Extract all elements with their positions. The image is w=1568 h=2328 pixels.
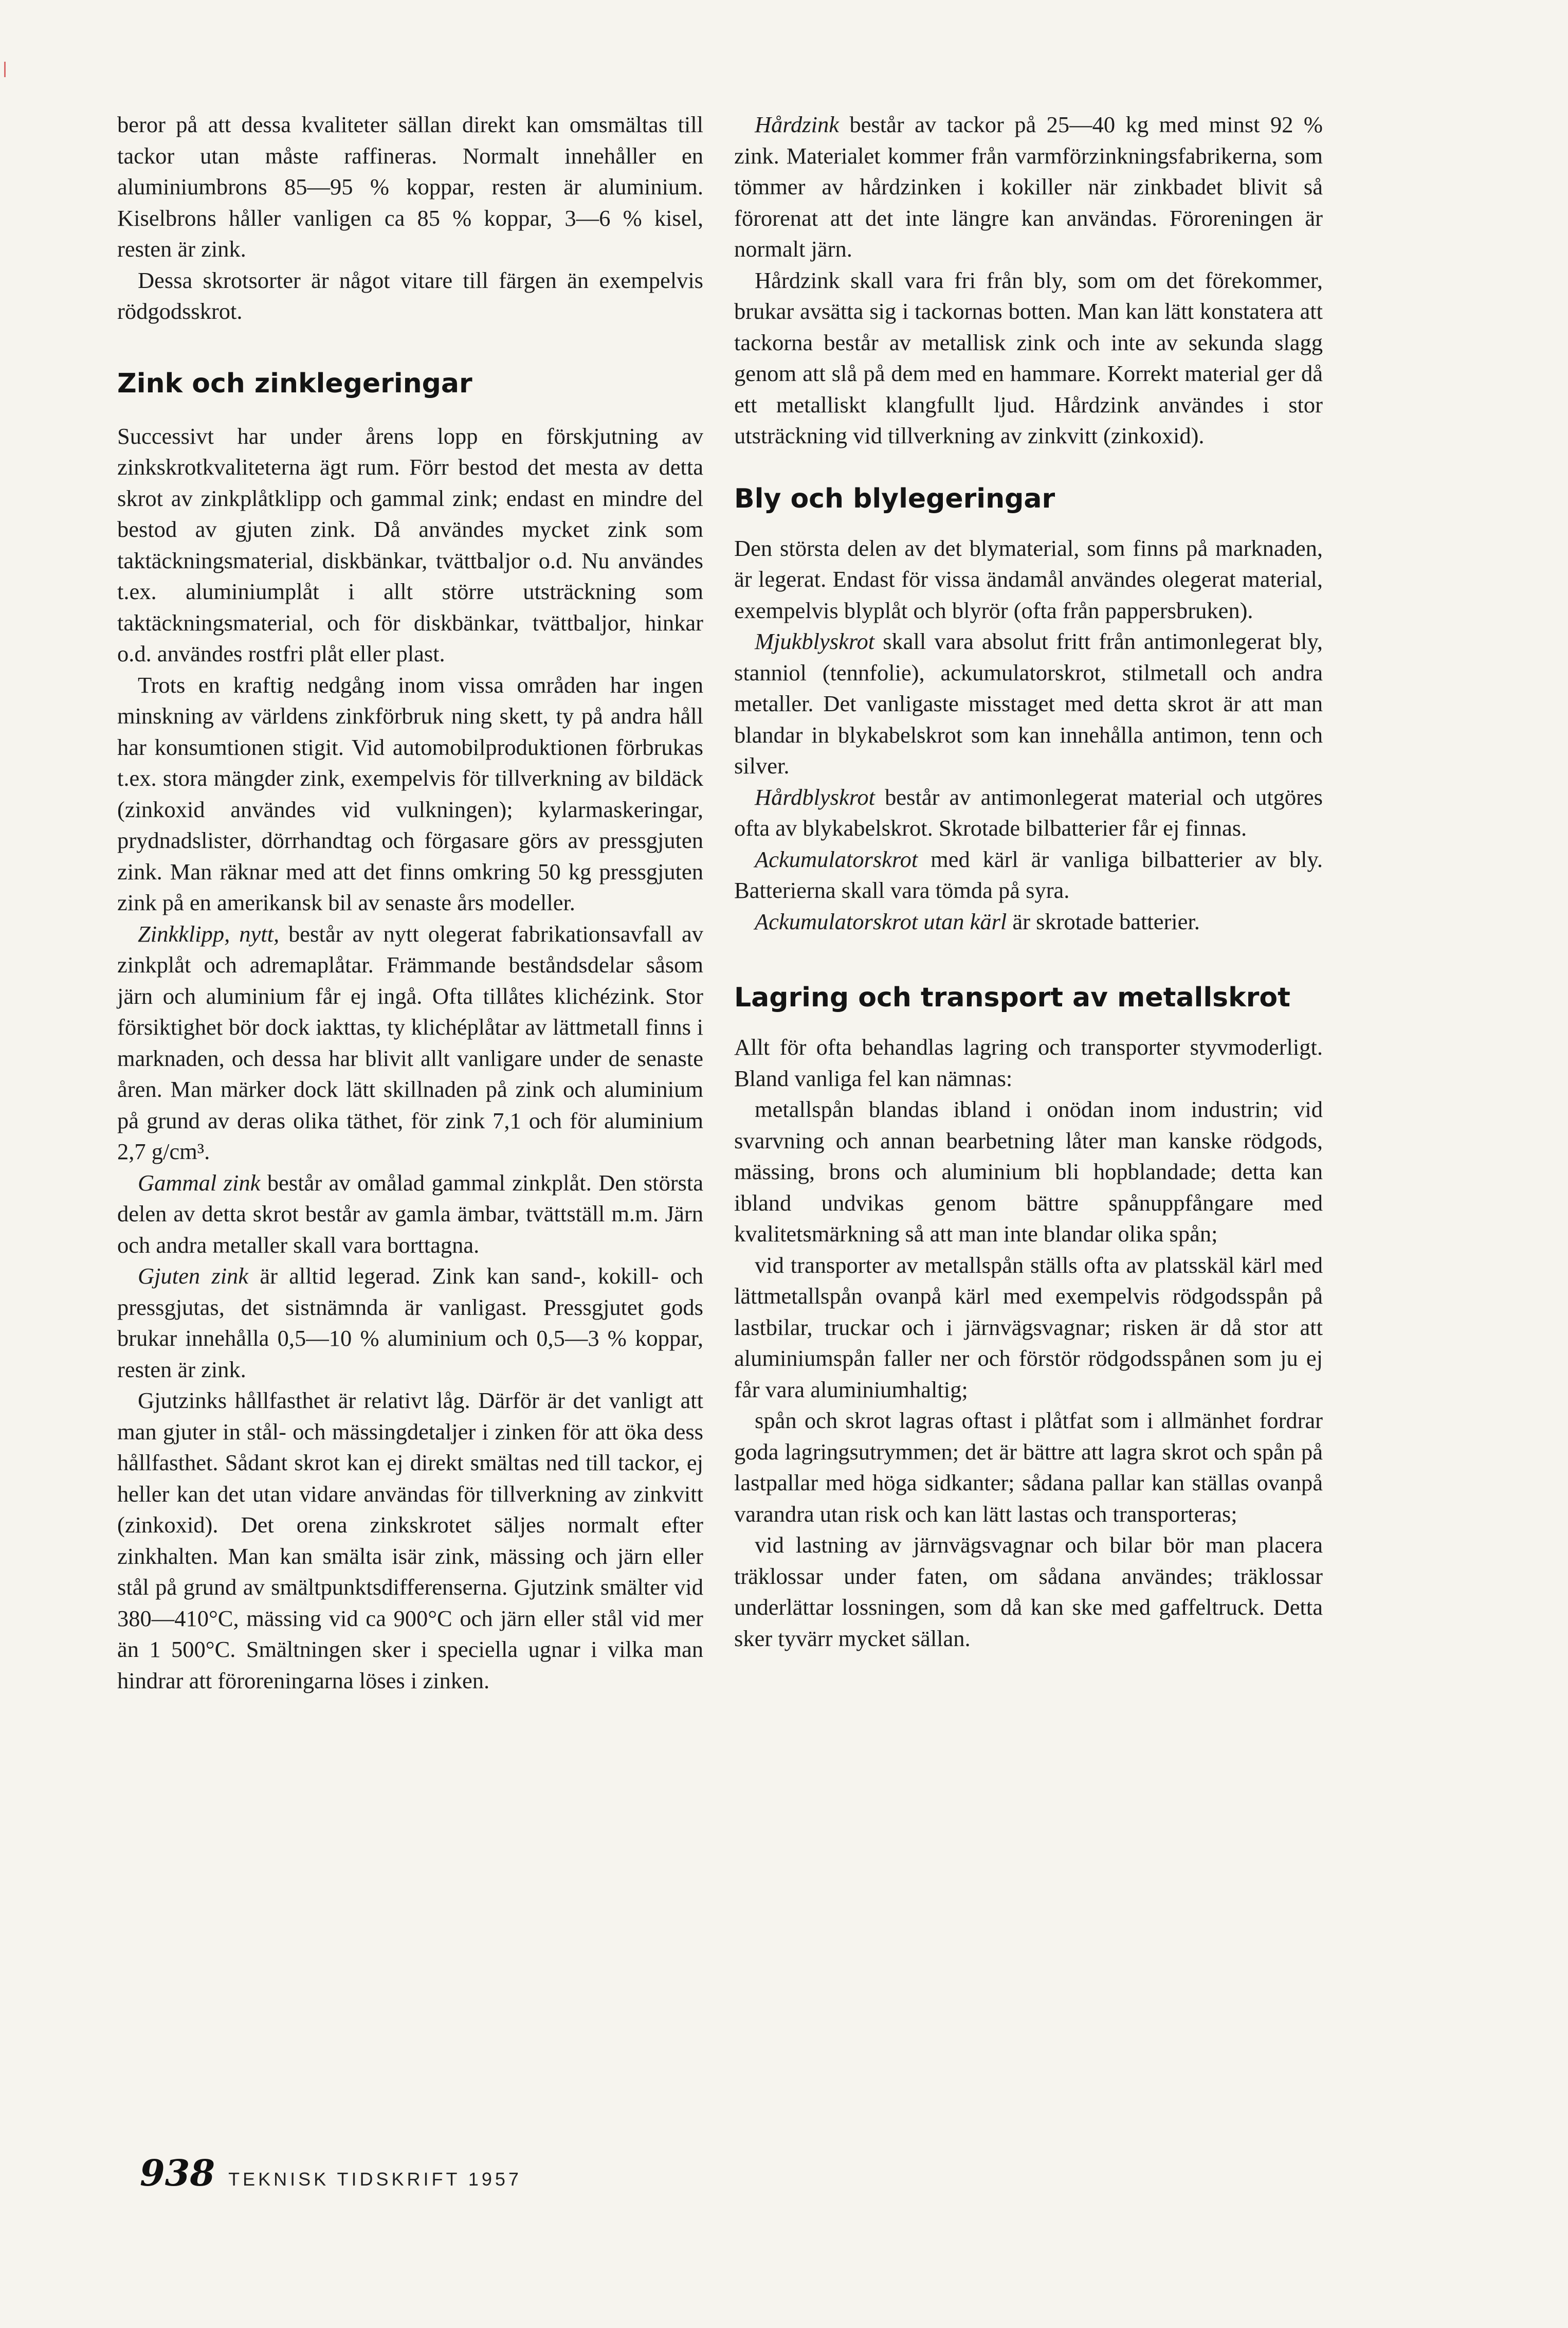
- paragraph: Den största delen av det blymaterial, som finns på marknaden, är legerat. Endast för vissa ändamål användes olegerat material, exempelvis blyplåt och blyrör (ofta från pappersbruken).: [734, 535, 1323, 623]
- section-heading-bly: Bly och blylegeringar: [734, 483, 1055, 514]
- section-heading-lagring: Lagring och transport av metallskrot: [734, 982, 1290, 1013]
- term-text: består av antimonlegerat material och utgöres ofta av blykabelskrot. Skrotade bilbatterier får ej finnas.: [734, 784, 1323, 841]
- term-text: består av nytt olegerat fabrikationsavfall av zinkplåt och adremaplåtar. Främmande beståndsdelar såsom järn och aluminium får ej ingå. Ofta tillåtes klichézink. Stor försiktighet bör dock iakttas, ty klichéplåtar av lättmetall finns i marknaden, och dessa har blivit allt vanligare under de senaste åren. Man märker dock lätt skillnaden på zink och aluminium på grund av deras olika täthet, för zink 7,1 och för aluminium 2,7 g/cm³.: [117, 921, 703, 1164]
- term: Zinkklipp, nytt,: [138, 921, 280, 947]
- right-column: [734, 109, 1323, 1654]
- paragraph-gjuten-zink: [117, 1260, 703, 1385]
- term: Gammal zink: [138, 1169, 261, 1196]
- term-text: är alltid legerad. Zink kan sand-, kokill- och pressgjutas, det sistnämnda är vanligast. Pressgjutet gods brukar innehålla 0,5—10 % aluminium och 0,5—3 % koppar, resten är zink.: [117, 1263, 703, 1382]
- page-number: 938: [140, 2152, 215, 2194]
- paragraph-gammal-zink: [117, 1167, 703, 1261]
- paragraph-mjukblyskrot: [734, 626, 1323, 782]
- term-text: består av tackor på 25—40 kg med minst 92 % zink. Materialet kommer från varmförzinkningsfabrikerna, som tömmer av hårdzinken i kokiller när zinkbadet blivit så förorenat att det inte längre kan användas. Föroreningen är normalt järn.: [734, 112, 1323, 262]
- paragraph: Dessa skrotsorter är något vitare till färgen än exempelvis rödgodsskrot.: [117, 267, 703, 324]
- paragraph: Successivt har under årens lopp en förskjutning av zinkskrotkvaliteterna ägt rum. Förr bestod det mesta av detta skrot av zinkplåtklipp och gammal zink; endast en mindre del bestod av gjuten zink. Då användes mycket zink som taktäckningsmaterial, diskbänkar, tvättbaljor o.d. Nu användes t.ex. aluminiumplåt i allt större utsträckning som taktäckningsmaterial, och för diskbänkar, tvättbaljor, hinkar o.d. användes rostfri plåt eller plast.: [117, 423, 703, 666]
- term-text: skall vara absolut fritt från antimonlegerat bly, stanniol (tennfolie), ackumulatorskrot, stilmetall och andra metaller. Det vanligaste misstaget med detta skrot är att man blandar in blykabelskrot som kan innehålla antimon, tenn och silver.: [734, 628, 1323, 779]
- paragraph-hardblyskrot: [734, 782, 1323, 844]
- term-text: består av omålad gammal zinkplåt. Den största delen av detta skrot består av gamla ämbar, tvättställ m.m. Järn och andra metaller skall vara borttagna.: [117, 1169, 703, 1258]
- paragraph: vid transporter av metallspån ställs ofta av platsskäl kärl med lättmetallspån ovanpå kärl med exempelvis rödgodsspån på lastbilar, truckar och i järnvägsvagnar; risken är då stor att aluminiumspån faller ner och förstör rödgodsspånen som ju ej får vara aluminiumhaltig;: [734, 1252, 1323, 1402]
- page-footer: [140, 2152, 522, 2194]
- term: Ackumulatorskrot utan kärl: [755, 908, 1007, 934]
- margin-mark: [4, 62, 6, 77]
- journal-name: TEKNISK TIDSKRIFT 1957: [228, 2169, 522, 2190]
- term-text: är skrotade batterier.: [1007, 908, 1200, 934]
- paragraph-zinkklipp: [117, 918, 703, 1167]
- term: Hårdblyskrot: [755, 784, 876, 810]
- left-column: [117, 109, 703, 1696]
- paragraph-ackumulatorskrot: [734, 844, 1323, 906]
- paragraph: beror på att dessa kvaliteter sällan direkt kan omsmältas till tackor utan måste raffineras. Normalt innehåller en aluminiumbrons 85—95 % koppar, resten är aluminium. Kiselbrons håller vanligen ca 85 % koppar, 3—6 % kisel, resten är zink.: [117, 112, 703, 262]
- paragraph: Allt för ofta behandlas lagring och transporter styvmoderligt. Bland vanliga fel kan nämnas:: [734, 1034, 1323, 1091]
- paragraph: Trots en kraftig nedgång inom vissa områden har ingen minskning av världens zinkförbruk ning skett, ty på andra håll har konsumtionen stigit. Vid automobilproduktionen förbrukas t.ex. stora mängder zink, exempelvis för tillverkning av bildäck (zinkoxid användes vid vulkningen); kylarmaskeringar, prydnadslister, dörrhandtag och förgasare görs av pressgjuten zink. Man räknar med att det finns omkring 50 kg pressgjuten zink på en amerikansk bil av senaste års modeller.: [117, 672, 703, 915]
- term: Hårdzink: [755, 112, 839, 137]
- paragraph: spån och skrot lagras oftast i plåtfat som i allmänhet fordrar goda lagringsutrymmen; det är bättre att lagra skrot och spån på lastpallar med höga sidkanter; sådana pallar kan ställas ovanpå varandra utan risk och kan lätt lastas och transporteras;: [734, 1407, 1323, 1527]
- section-heading-zink: Zink och zinklegeringar: [117, 368, 472, 399]
- paragraph: metallspån blandas ibland i onödan inom industrin; vid svarvning och annan bearbetning låter man kanske rödgods, mässing, brons och aluminium bli hopblandade; detta kan ibland undvikas genom bättre spånuppfångare med kvalitetsmärkning så att man inte blandar olika spån;: [734, 1096, 1323, 1247]
- term: Gjuten zink: [138, 1263, 249, 1289]
- paragraph: Gjutzinks hållfasthet är relativt låg. Därför är det vanligt att man gjuter in stål- och mässingdetaljer i zinken för att öka dess hållfasthet. Sådant skrot kan ej direkt smältas ned till tackor, ej heller kan det utan vidare användas för tillverkning av zinkvitt (zinkoxid). Det orena zinkskrotet säljes normalt efter zinkhalten. Man kan smälta isär zink, mässing och järn eller stål på grund av smältpunktsdifferenserna. Gjutzink smälter vid 380—410°C, mässing vid ca 900°C och järn eller stål vid mer än 1 500°C. Smältningen sker i speciella ugnar i vilka man hindrar att föroreningarna löses i zinken.: [117, 1387, 703, 1693]
- term-text: med kärl är vanliga bilbatterier av bly. Batterierna skall vara tömda på syra.: [734, 846, 1323, 903]
- paragraph-ackumulatorskrot-utan-karl: [734, 906, 1323, 937]
- paragraph: Hårdzink skall vara fri från bly, som om det förekommer, brukar avsätta sig i tackornas botten. Man kan lätt konstatera att tackorna består av metallisk zink och inte av sekunda slagg genom att slå på dem med en hammare. Korrekt material ger då ett metalliskt klangfullt ljud. Hårdzink användes i stor utsträckning vid tillverkning av zinkvitt (zinkoxid).: [734, 267, 1323, 448]
- term: Ackumulatorskrot: [755, 846, 918, 872]
- paragraph: vid lastning av järnvägsvagnar och bilar bör man placera träklossar under faten, om sådana användes; träklossar underlättar lossningen, som då kan ske med gaffeltruck. Detta sker tyvärr mycket sällan.: [734, 1532, 1323, 1651]
- term: Mjukblyskrot: [755, 628, 875, 654]
- paragraph-hardzink: [734, 109, 1323, 265]
